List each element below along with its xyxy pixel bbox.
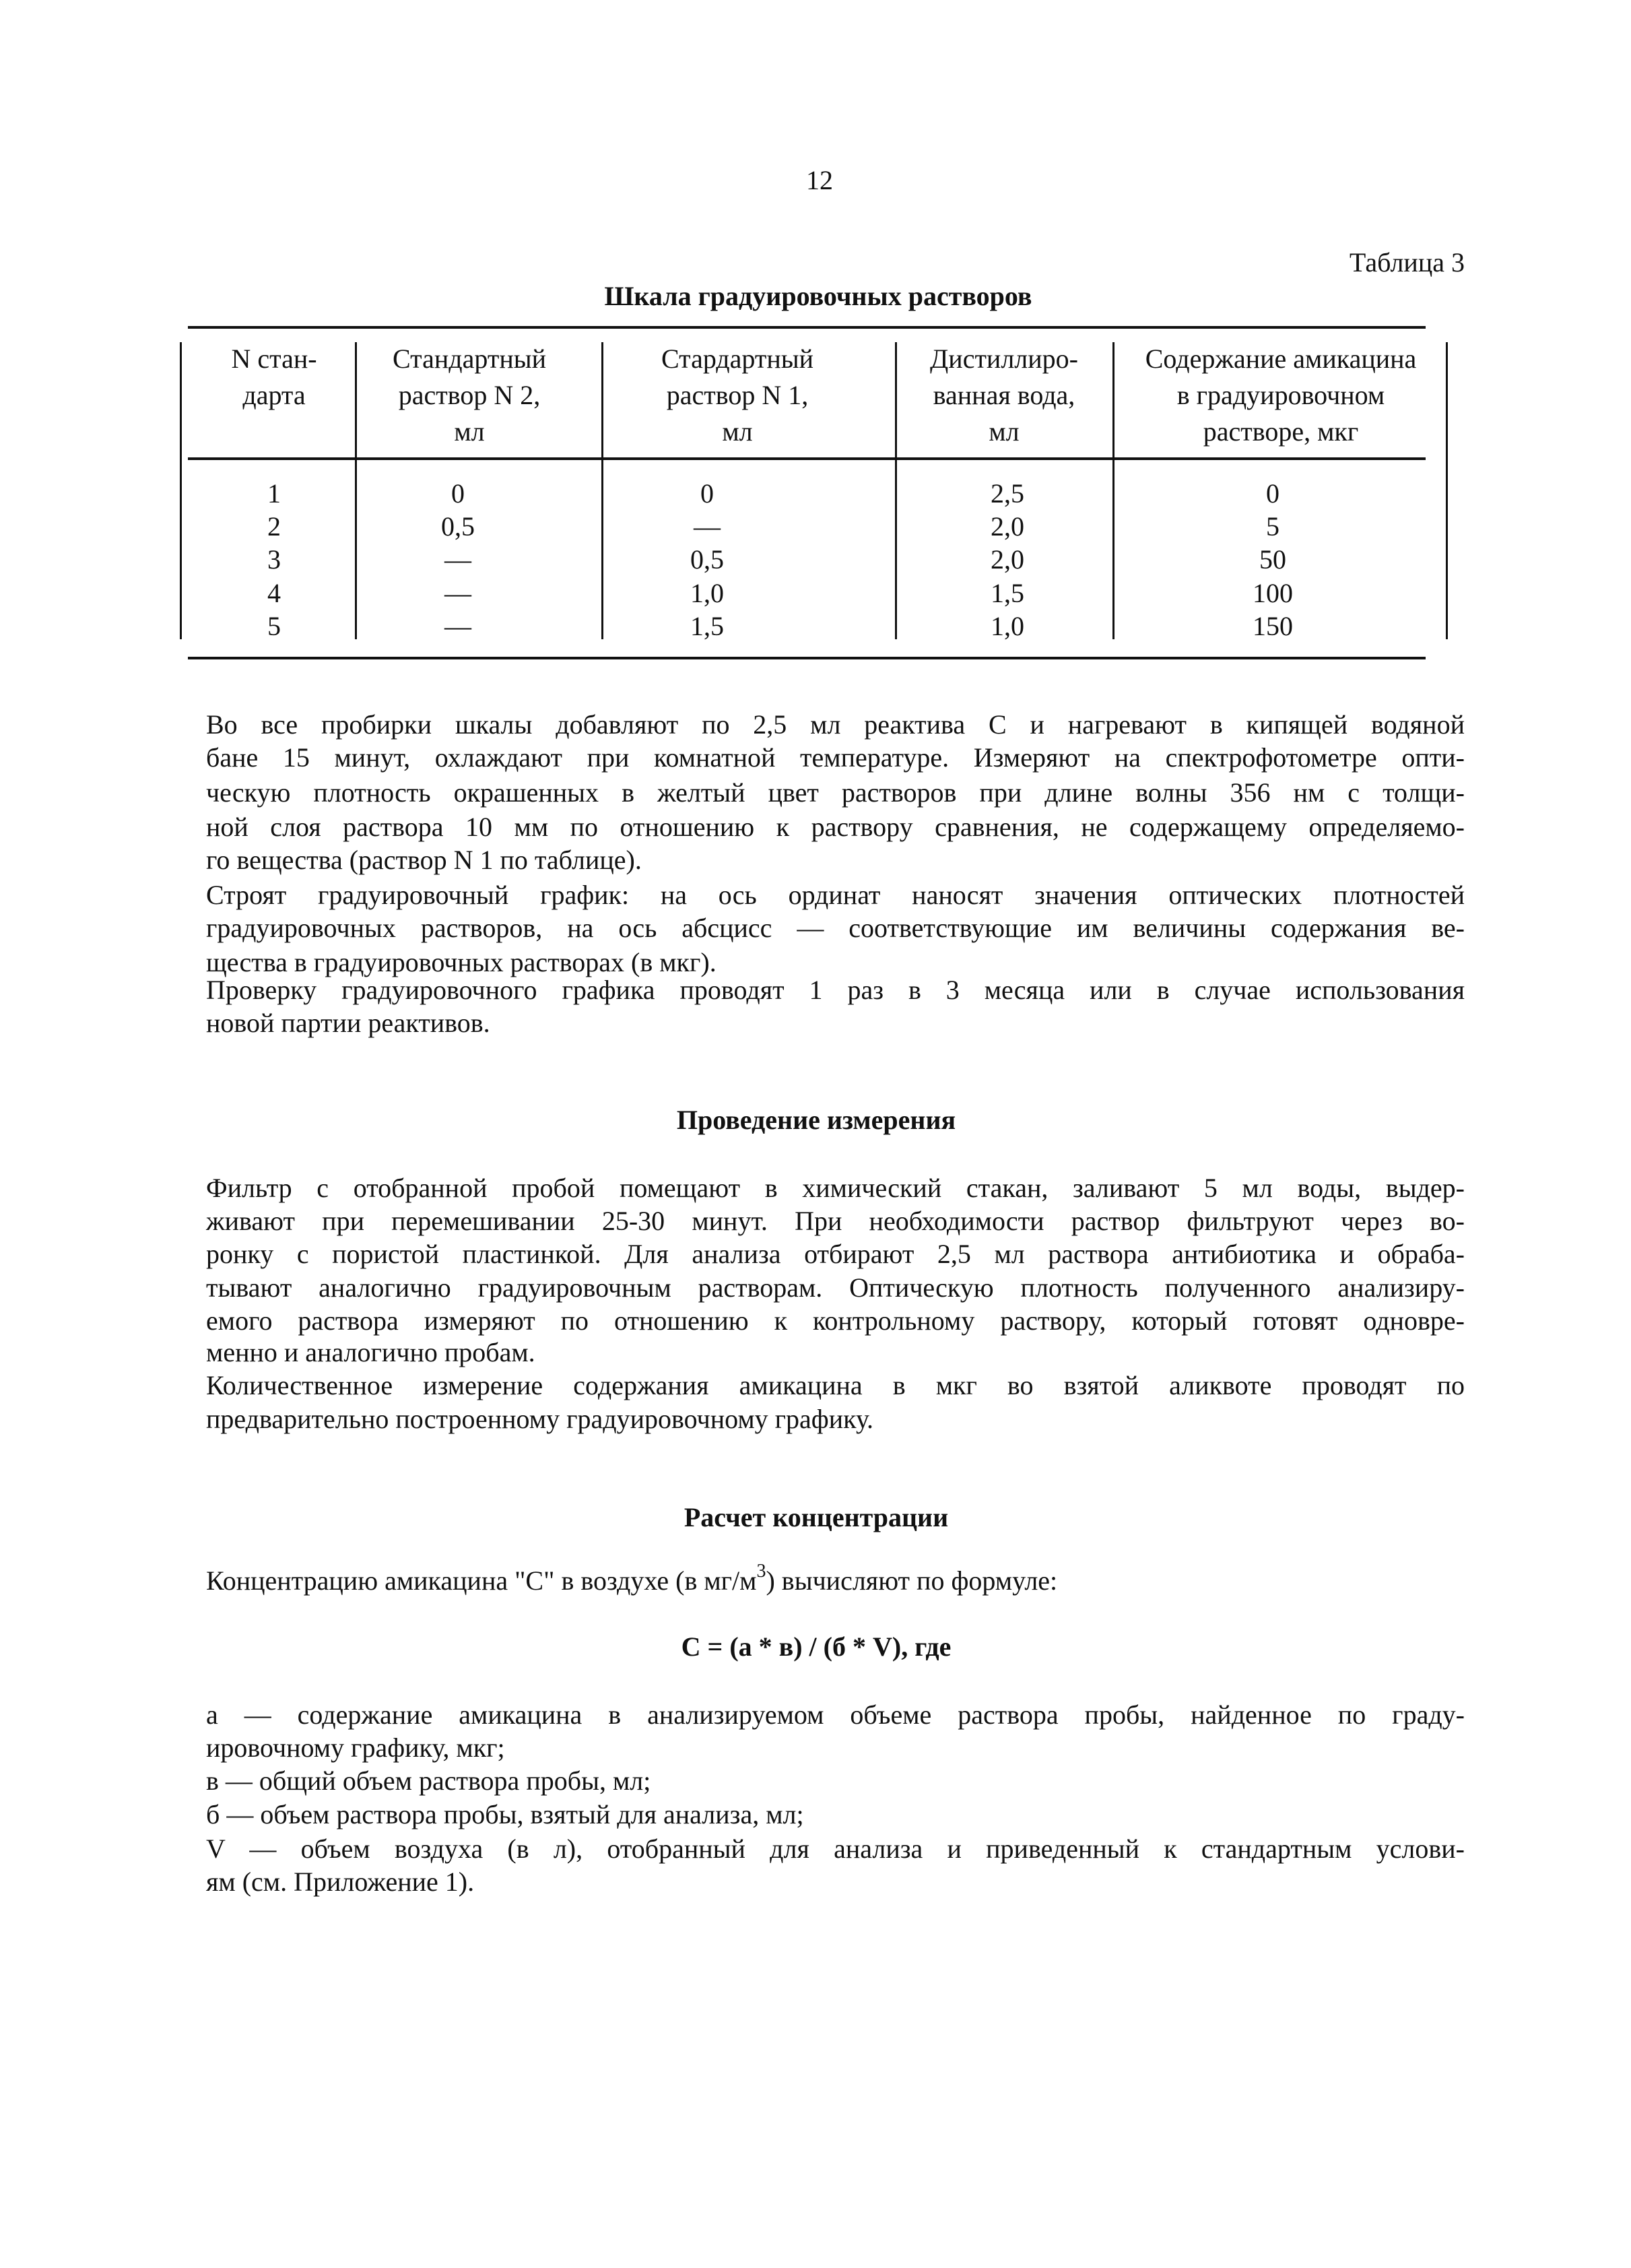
- table-bottom-rule: [188, 657, 1426, 659]
- table-header-rule: [188, 457, 1426, 460]
- paragraph-line: Фильтр с отобранной пробой помещают в химический стакан, заливают 5 мл воды, выдер-: [206, 1173, 1465, 1203]
- table-cell: —: [444, 544, 471, 575]
- header-line: ванная вода,: [933, 380, 1075, 410]
- paragraph-line: ной слоя раствора 10 мм по отношению к раствору сравнения, не содержащему определяемо-: [206, 812, 1465, 842]
- definition-line: V — объем воздуха (в л), отобранный для анализа и приведенный к стандартным услови-: [206, 1834, 1465, 1864]
- header-line: мл: [454, 416, 485, 447]
- paragraph-line: Количественное измерение содержания амикацина в мкг во взятой аликвоте проводят по: [206, 1370, 1465, 1400]
- header-standard-number: [231, 341, 317, 414]
- table-cell: 4: [267, 578, 281, 608]
- header-line: Стандартный: [392, 344, 547, 374]
- definition-line: ям (см. Приложение 1).: [206, 1867, 475, 1897]
- paragraph-line: живают при перемешивании 25-30 минут. При необходимости раствор фильтруют через во-: [206, 1206, 1465, 1236]
- paragraph-line: ческую плотность окрашенных в желтый цвет растворов при длине волны 356 нм с толщи-: [206, 777, 1465, 808]
- paragraph-line: щества в градуировочных растворах (в мкг).: [206, 947, 717, 977]
- table-cell: 0: [451, 478, 465, 509]
- table-cell: 0,5: [690, 544, 724, 575]
- paragraph-line: го вещества (раствор N 1 по таблице).: [206, 845, 642, 875]
- header-line: раствор N 1,: [666, 380, 809, 410]
- paragraph-line: Проверку градуировочного графика проводят 1 раз в 3 месяца или в случае использования: [206, 975, 1465, 1005]
- formula-intro-text: Концентрацию амикацина "С" в воздухе (в мг/м: [206, 1565, 757, 1596]
- header-standard-solution-2: [393, 341, 546, 450]
- header-line: Содержание амикацина: [1145, 344, 1417, 374]
- table-cell: 2,0: [991, 544, 1024, 575]
- column-divider: [355, 342, 357, 639]
- page-number: 12: [806, 165, 833, 195]
- table-cell: 150: [1253, 611, 1293, 641]
- paragraph-line: новой партии реактивов.: [206, 1008, 490, 1038]
- table-cell: 2: [267, 511, 281, 542]
- column-divider: [1112, 342, 1114, 639]
- table-top-rule: [188, 326, 1426, 329]
- definition-line: а — содержание амикацина в анализируемом объеме раствора пробы, найденное по граду-: [206, 1699, 1465, 1730]
- table-cell: 2,0: [991, 511, 1024, 542]
- table-cell: 1,5: [690, 611, 724, 641]
- definition-line: в — общий объем раствора пробы, мл;: [206, 1765, 651, 1796]
- column-divider: [895, 342, 897, 639]
- formula-intro: [206, 1561, 1058, 1598]
- header-line: Стардартный: [661, 344, 814, 374]
- header-line: мл: [989, 416, 1020, 447]
- table-label: Таблица 3: [1349, 247, 1465, 278]
- header-standard-solution-1: [661, 341, 813, 450]
- table-cell: 1,0: [690, 578, 724, 608]
- definition-line: ировочному графику, мкг;: [206, 1732, 505, 1763]
- header-line: N стан-: [231, 344, 317, 374]
- table-cell: 0,5: [441, 511, 475, 542]
- column-divider: [1446, 342, 1448, 639]
- table-cell: —: [444, 611, 471, 641]
- header-line: в градуировочном: [1176, 380, 1385, 410]
- table-cell: 100: [1253, 578, 1293, 608]
- table-cell: 5: [267, 611, 281, 641]
- table-cell: 0: [1266, 478, 1279, 509]
- table-cell: 1: [267, 478, 281, 509]
- section-heading-calculation: Расчет концентрации: [684, 1502, 949, 1532]
- table-cell: —: [694, 511, 721, 542]
- header-line: Дистиллиро-: [930, 344, 1078, 374]
- paragraph-line: предварительно построенному градуировочному графику.: [206, 1404, 873, 1434]
- formula-intro-text: ) вычисляют по формуле:: [766, 1565, 1058, 1596]
- table-title: Шкала градуировочных растворов: [604, 281, 1032, 311]
- formula: С = (а * в) / (б * V), где: [681, 1631, 952, 1662]
- paragraph-line: емого раствора измеряют по отношению к контрольному раствору, который готовят одновре-: [206, 1305, 1465, 1336]
- table-cell: 1,0: [991, 611, 1024, 641]
- column-divider: [601, 342, 603, 639]
- table-cell: 3: [267, 544, 281, 575]
- header-amikacin-content: [1145, 341, 1417, 450]
- section-heading-measurement: Проведение измерения: [676, 1105, 956, 1135]
- paragraph-line: тывают аналогично градуировочным растворам. Оптическую плотность полученного анализиру-: [206, 1272, 1465, 1303]
- table-cell: 5: [1266, 511, 1279, 542]
- column-divider: [180, 342, 182, 639]
- paragraph-line: менно и аналогично пробам.: [206, 1337, 535, 1367]
- paragraph-line: Строят градуировочный график: на ось ординат наносят значения оптических плотностей: [206, 880, 1465, 910]
- table-cell: 0: [700, 478, 714, 509]
- table-cell: 2,5: [991, 478, 1024, 509]
- superscript: 3: [756, 1561, 766, 1582]
- paragraph-line: ронку с пористой пластинкой. Для анализа отбирают 2,5 мл раствора антибиотика и обраба-: [206, 1239, 1465, 1269]
- paragraph-line: Во все пробирки шкалы добавляют по 2,5 мл реактива С и нагревают в кипящей водяной: [206, 709, 1465, 740]
- paragraph-line: бане 15 минут, охлаждают при комнатной температуре. Измеряют на спектрофотометре опти-: [206, 742, 1465, 773]
- header-line: дарта: [242, 380, 306, 410]
- header-line: мл: [722, 416, 753, 447]
- table-cell: 1,5: [991, 578, 1024, 608]
- definition-line: б — объем раствора пробы, взятый для анализа, мл;: [206, 1799, 804, 1829]
- header-line: растворе, мкг: [1203, 416, 1359, 447]
- table-cell: 50: [1259, 544, 1286, 575]
- table-cell: —: [444, 578, 471, 608]
- paragraph-line: градуировочных растворов, на ось абсцисс — соответствующие им величины содержания ве-: [206, 913, 1465, 943]
- header-line: раствор N 2,: [398, 380, 541, 410]
- header-distilled-water: [930, 341, 1078, 450]
